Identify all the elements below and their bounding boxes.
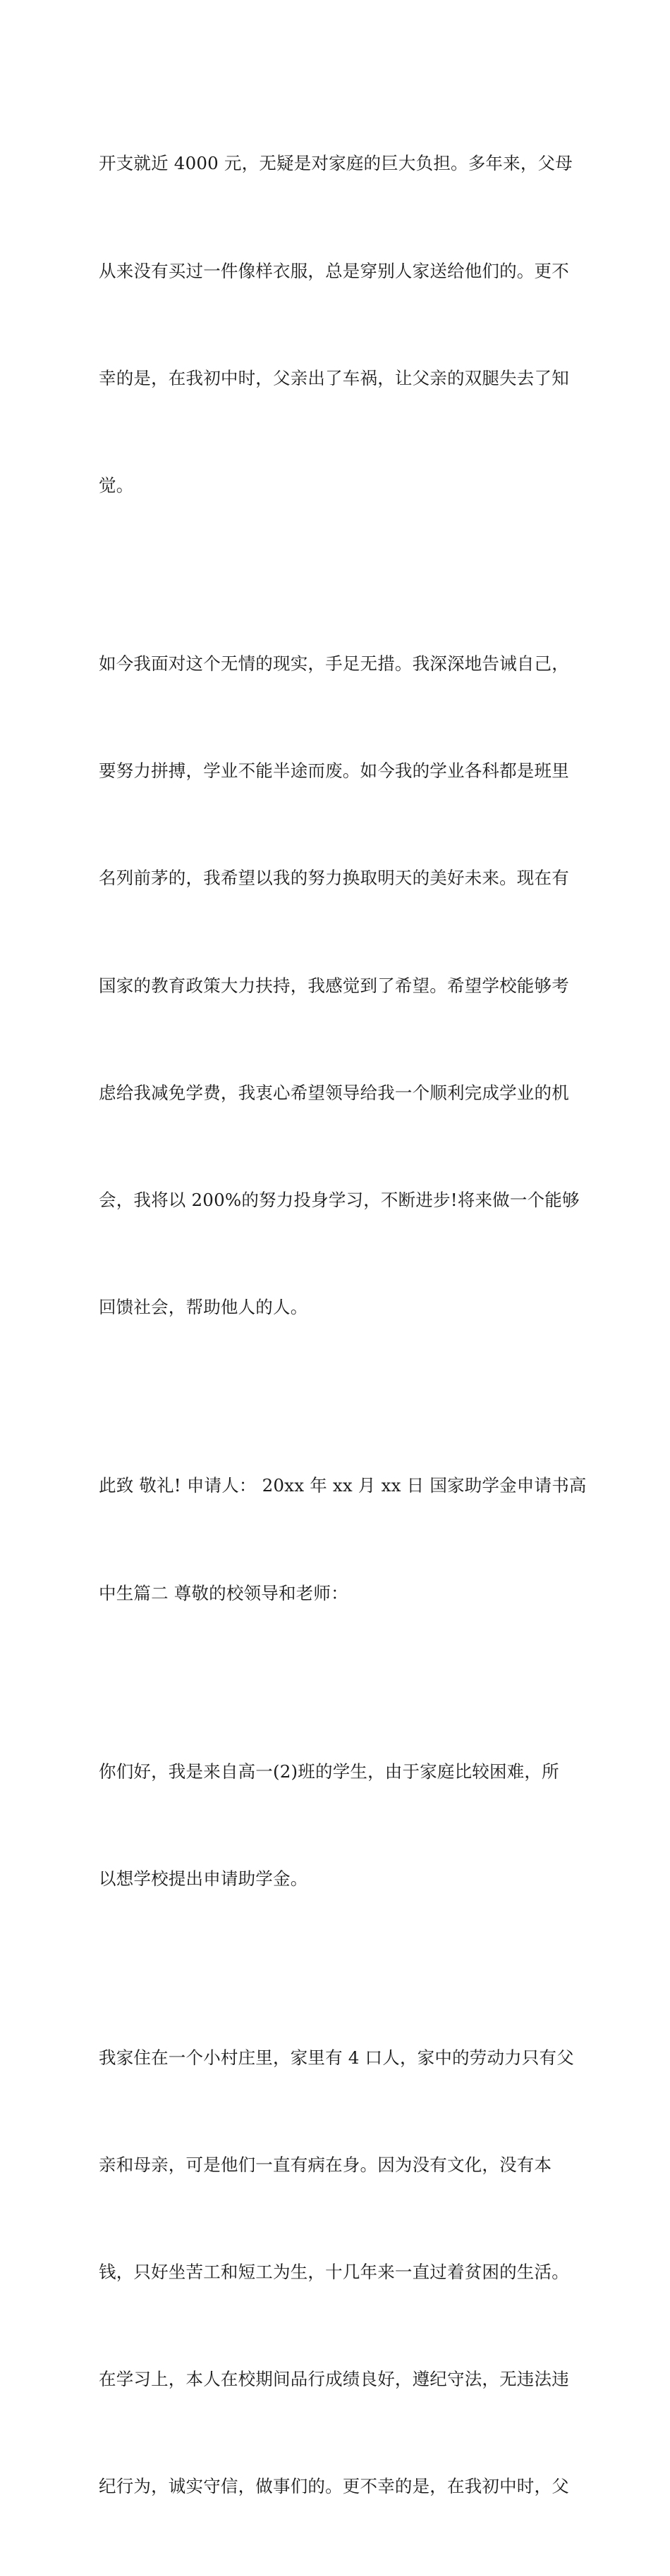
- text-line: 要努力拼搏，学业不能半途而废。如今我的学业各科都是班里: [99, 760, 569, 782]
- document-page: [99, 75, 587, 2576]
- paragraph-2: [99, 575, 580, 1397]
- text-line: 钱，只好坐苦工和短工为生，十几年来一直过着贫困的生活。: [99, 2261, 569, 2282]
- text-line: 中生篇二 尊敬的校领导和老师：: [99, 1582, 348, 1603]
- text-line: 你们好，我是来自高一(2)班的学生，由于家庭比较困难，所: [99, 1761, 559, 1782]
- text-line: 如今我面对这个无情的现实，手足无措。我深深地告诫自己，: [99, 653, 569, 674]
- paragraph-4: [99, 1683, 573, 1969]
- text-line: 我家住在一个小村庄里，家里有 4 口人，家中的劳动力只有父: [99, 2047, 574, 2068]
- text-line: 从来没有买过一件像样衣服，总是穿别人家送给他们的。更不: [99, 260, 569, 281]
- text-line: 国家的教育政策大力扶持，我感觉到了希望。希望学校能够考: [99, 975, 569, 996]
- text-line: 幸的是，在我初中时，父亲出了车祸，让父亲的双腿失去了知: [99, 367, 569, 388]
- paragraph-1: [99, 75, 573, 575]
- text-line: 纪行为，诚实守信，做事们的。更不幸的是，在我初中时，父: [99, 2476, 569, 2497]
- text-line: 亲和母亲，可是他们一直有病在身。因为没有文化，没有本: [99, 2154, 552, 2175]
- text-line: 虑给我减免学费，我衷心希望领导给我一个顺利完成学业的机: [99, 1082, 569, 1103]
- text-line: 觉。: [99, 474, 134, 495]
- text-line: 会，我将以 200%的努力投身学习，不断进步!将来做一个能够: [99, 1189, 580, 1210]
- text-line: 名列前茅的，我希望以我的努力换取明天的美好未来。现在有: [99, 868, 569, 889]
- paragraph-3: [99, 1397, 587, 1683]
- text-line: 在学习上，本人在校期间品行成绩良好，遵纪守法，无违法违: [99, 2369, 569, 2389]
- paragraph-5: [99, 1968, 573, 2576]
- text-line: 此致 敬礼! 申请人： 20xx 年 xx 月 xx 日 国家助学金申请书高: [99, 1475, 587, 1496]
- text-line: 回馈社会，帮助他人的人。: [99, 1296, 308, 1317]
- text-line: 以想学校提出申请助学金。: [99, 1868, 308, 1890]
- text-line: 开支就近 4000 元，无疑是对家庭的巨大负担。多年来，父母: [99, 153, 573, 174]
